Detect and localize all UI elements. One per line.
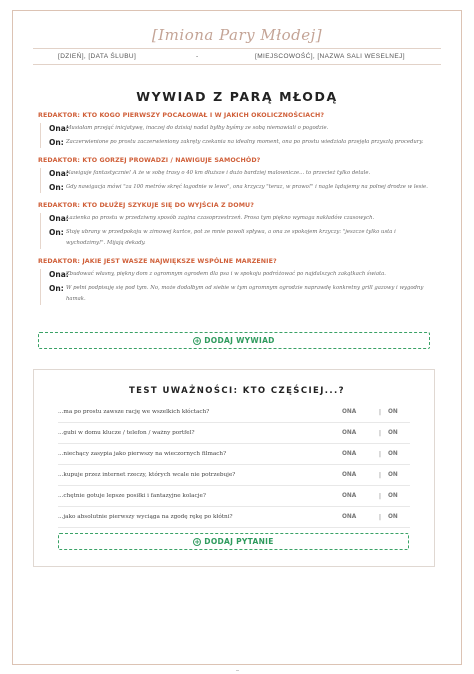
quiz-row (58, 402, 410, 423)
answer-text: Zaczerwienione po prostu zaczerwieniony zakręty czekania na idealny moment, ona po prostu wiedziała przejęła przyszłą procedury. (66, 139, 424, 145)
option-separator: | (378, 492, 382, 500)
answer-row (49, 227, 436, 249)
option-on[interactable]: ON (388, 451, 398, 457)
answer-text: Musiałam przejąć inicjatywę, inaczej do dzisiaj nadal byłby byśmy ze sobą niemawiali o pogodzie. (66, 125, 329, 131)
quiz-row (58, 465, 410, 486)
header-divider-bottom (33, 64, 441, 65)
answer-speaker: Ona: (49, 214, 69, 223)
option-ona[interactable]: ONA (342, 409, 357, 415)
answer-text: Gdy nawigacja mówi "za 100 metrów skręć łagodnie w lewo", ona krzyczy "teraz, w prawo!" i nagle lądujemy na polnej drodze w lesie. (66, 184, 428, 190)
interview-question: REDAKTOR: KTO KOGO PIERWSZY POCAŁOWAŁ I W JAKICH OKOLICZNOŚCIACH? (38, 112, 325, 119)
answer-row (49, 269, 436, 280)
quiz-row (58, 507, 410, 528)
answer-row (49, 182, 436, 193)
quiz-question: ...gubi w domu klucze / telefon / ważny portfel? (58, 430, 195, 436)
option-separator: | (378, 429, 382, 437)
quiz-question: ...jako absolutnie pierwszy wyciąga na zgodę rękę po kłótni? (58, 514, 233, 520)
answer-list (40, 168, 436, 193)
quiz-question: ...chętnie gotuje lepsze posiłki i fantazyjne kolacje? (58, 493, 206, 499)
answer-row (49, 168, 436, 179)
answer-speaker: Ona: (49, 124, 69, 133)
interview-question: REDAKTOR: JAKIE JEST WASZE NAJWIĘKSZE WSPÓLNE MARZENIE? (38, 258, 277, 265)
answer-row (49, 137, 436, 148)
plus-circle-icon: + (194, 537, 201, 546)
answer-speaker: On: (49, 284, 64, 293)
answer-speaker: Ona: (49, 169, 69, 178)
option-ona[interactable]: ONA (342, 430, 357, 436)
interview-item (38, 258, 436, 305)
answer-speaker: On: (49, 138, 64, 147)
interview-title: WYWIAD Z PARĄ MŁODĄ (136, 89, 338, 104)
answer-list (40, 269, 436, 305)
answer-text: Stoję ubrany w przedpokoju w zimowej kurtce, pot ze mnie powoli spływa, a ona ze spokojem krzyczy: "jeszcze tylko usta i wychodzimy!". Mijają dekady. (66, 229, 396, 246)
quiz-question: ...ma po prostu zawsze rację we wszelkich kłóctach? (58, 409, 210, 415)
option-on[interactable]: ON (388, 493, 398, 499)
option-ona[interactable]: ONA (342, 451, 357, 457)
quiz-row (58, 486, 410, 507)
answer-list (40, 213, 436, 249)
option-separator: | (378, 471, 382, 479)
answer-list (40, 123, 436, 148)
quiz-title: TEST UWAŻNOŚCI: KTO CZĘŚCIEJ...? (128, 386, 346, 396)
wedding-venue-field: [MIEJSCOWOŚĆ], [NAZWA SALI WESELNEJ] (255, 53, 405, 60)
quiz-row (58, 444, 410, 465)
add-interview-label: DODAJ WYWIAD (204, 336, 275, 345)
option-separator: | (378, 408, 382, 416)
answer-speaker: On: (49, 183, 64, 192)
answer-text: W pełni podpisuję się pod tym. No, może dodałbym od siebie w tym ogromnym ogrodzie naprawdę konkretny grill gazowy i wygodny hamak. (66, 285, 424, 302)
answer-speaker: Ona: (49, 270, 69, 279)
answer-row (49, 123, 436, 134)
interview-question: REDAKTOR: KTO DŁUŻEJ SZYKUJE SIĘ DO WYJŚCIA Z DOMU? (38, 202, 255, 209)
answer-text: Nawiguje fantastycznie! A że w sobę trasy o 40 km dłuższe i dużo bardziej malownicze... to przecież tylko detale. (66, 170, 371, 176)
option-separator: | (378, 513, 382, 521)
option-on[interactable]: ON (388, 472, 398, 478)
add-question-label: DODAJ PYTANIE (204, 537, 274, 546)
quiz-list (58, 402, 410, 528)
interview-question: REDAKTOR: KTO GORZEJ PROWADZI / NAWIGUJE SAMOCHÓD? (38, 157, 261, 164)
option-on[interactable]: ON (388, 430, 398, 436)
add-interview-button[interactable] (38, 332, 430, 349)
answer-row (49, 213, 436, 224)
add-question-button[interactable] (58, 533, 409, 550)
interview-list (38, 112, 436, 314)
interview-item (38, 202, 436, 249)
header-separator: - (196, 53, 199, 60)
answer-row (49, 283, 436, 305)
option-ona[interactable]: ONA (342, 493, 357, 499)
answer-speaker: On: (49, 228, 64, 237)
option-on[interactable]: ON (388, 514, 398, 520)
option-ona[interactable]: ONA (342, 472, 357, 478)
option-ona[interactable]: ONA (342, 514, 357, 520)
footer-mark (236, 670, 239, 671)
header-divider-top (33, 48, 441, 49)
plus-circle-icon: + (194, 336, 201, 345)
option-separator: | (378, 450, 382, 458)
couple-title: [Imiona Pary Młodej] (151, 26, 323, 44)
wedding-date-field: [DZIEŃ], [DATA ŚLUBU] (58, 53, 137, 60)
quiz-row (58, 423, 410, 444)
option-on[interactable]: ON (388, 409, 398, 415)
quiz-question: ...niechący zasypia jako pierwszy na wieczornych filmach? (58, 451, 227, 457)
answer-text: Łazienka po prostu w przedziwny sposób zagina czasoprzestrzeń. Prosa tym piękno wymaga nakładów czasowych. (66, 215, 375, 221)
quiz-question: ...kupuje przez internet rzeczy, których wcale nie potrzebuje? (58, 472, 236, 478)
interview-item (38, 157, 436, 193)
interview-item (38, 112, 436, 148)
answer-text: Zbudować własny, piękny dom z ogromnym ogrodem dla psa i w spokoju podróżować po najdalszych zakątkach świata. (66, 271, 386, 277)
